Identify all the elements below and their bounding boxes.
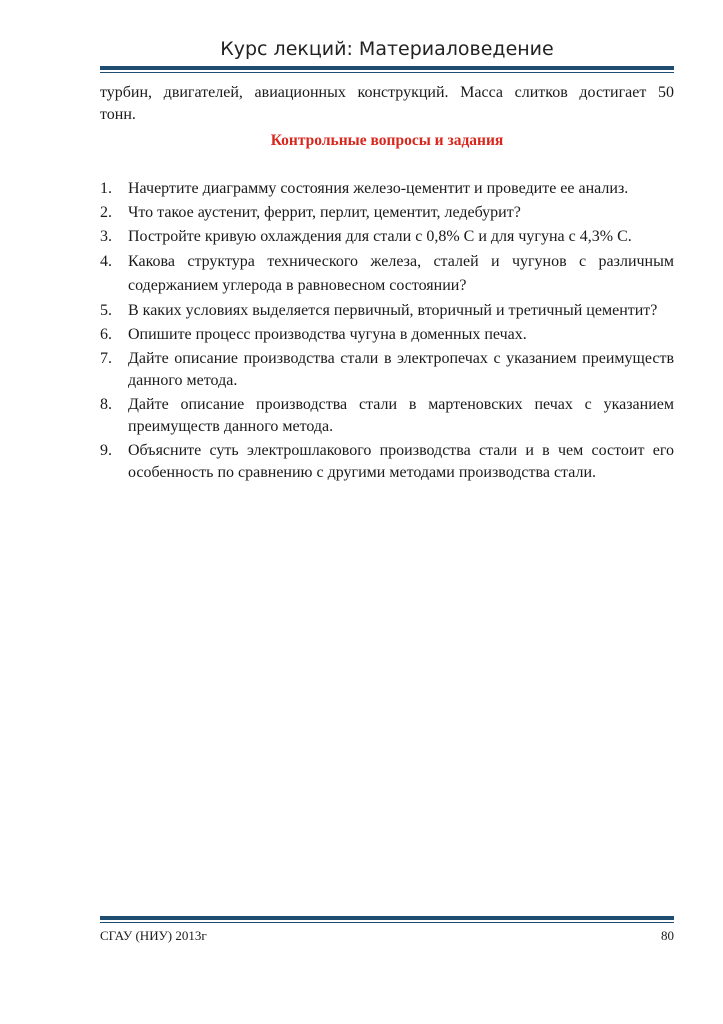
footer-rule-thin bbox=[100, 922, 674, 923]
question-number: 7. bbox=[100, 350, 112, 367]
question-number: 9. bbox=[100, 442, 112, 459]
header-rule-thick bbox=[100, 66, 674, 70]
question-text: Дайте описание производства стали в мартеновских печах с указанием преимуществ данного метода. bbox=[128, 396, 674, 435]
question-item bbox=[100, 440, 674, 484]
intro-line-2: тонн. bbox=[100, 106, 136, 123]
questions-list bbox=[100, 178, 674, 486]
header-title: Курс лекций: Материаловедение bbox=[220, 38, 554, 60]
section-heading: Контрольные вопросы и задания bbox=[270, 132, 504, 149]
question-item bbox=[100, 178, 674, 200]
question-item bbox=[100, 300, 674, 322]
intro-line-1: турбин, двигателей, авиационных конструкций. Масса слитков достигает 50 bbox=[100, 84, 674, 101]
question-item bbox=[100, 394, 674, 438]
intro-paragraph bbox=[100, 82, 674, 126]
question-text: Какова структура технического железа, сталей и чугунов с различным содержанием углерода в равновесном состоянии? bbox=[128, 253, 674, 294]
question-item bbox=[100, 202, 674, 224]
question-item bbox=[100, 324, 674, 346]
question-text: Опишите процесс производства чугуна в доменных печах. bbox=[128, 326, 527, 343]
question-text: Дайте описание производства стали в электропечах с указанием преимуществ данного метода. bbox=[128, 350, 674, 389]
question-item bbox=[100, 226, 674, 248]
footer-institution: СГАУ (НИУ) 2013г bbox=[100, 928, 207, 943]
question-text: Что такое аустенит, феррит, перлит, цементит, ледебурит? bbox=[128, 204, 521, 221]
question-item bbox=[100, 250, 674, 298]
question-number: 6. bbox=[100, 326, 112, 343]
question-text: Объясните суть электрошлакового производства стали и в чем состоит его особенность по сравнению с другими методами производства стали. bbox=[128, 442, 674, 481]
question-text: Начертите диаграмму состояния железо-цементит и проведите ее анализ. bbox=[128, 180, 629, 197]
page-number: 80 bbox=[661, 928, 674, 943]
header-rule-thin bbox=[100, 72, 674, 73]
question-number: 2. bbox=[100, 204, 112, 221]
question-text: В каких условиях выделяется первичный, вторичный и третичный цементит? bbox=[128, 302, 658, 319]
question-text: Постройте кривую охлаждения для стали с 0,8% С и для чугуна с 4,3% С. bbox=[128, 228, 632, 245]
question-number: 8. bbox=[100, 396, 112, 413]
footer-rule-thick bbox=[100, 916, 674, 920]
question-number: 3. bbox=[100, 228, 112, 245]
question-number: 4. bbox=[100, 253, 112, 270]
question-number: 5. bbox=[100, 302, 112, 319]
question-number: 1. bbox=[100, 180, 112, 197]
question-item bbox=[100, 348, 674, 392]
